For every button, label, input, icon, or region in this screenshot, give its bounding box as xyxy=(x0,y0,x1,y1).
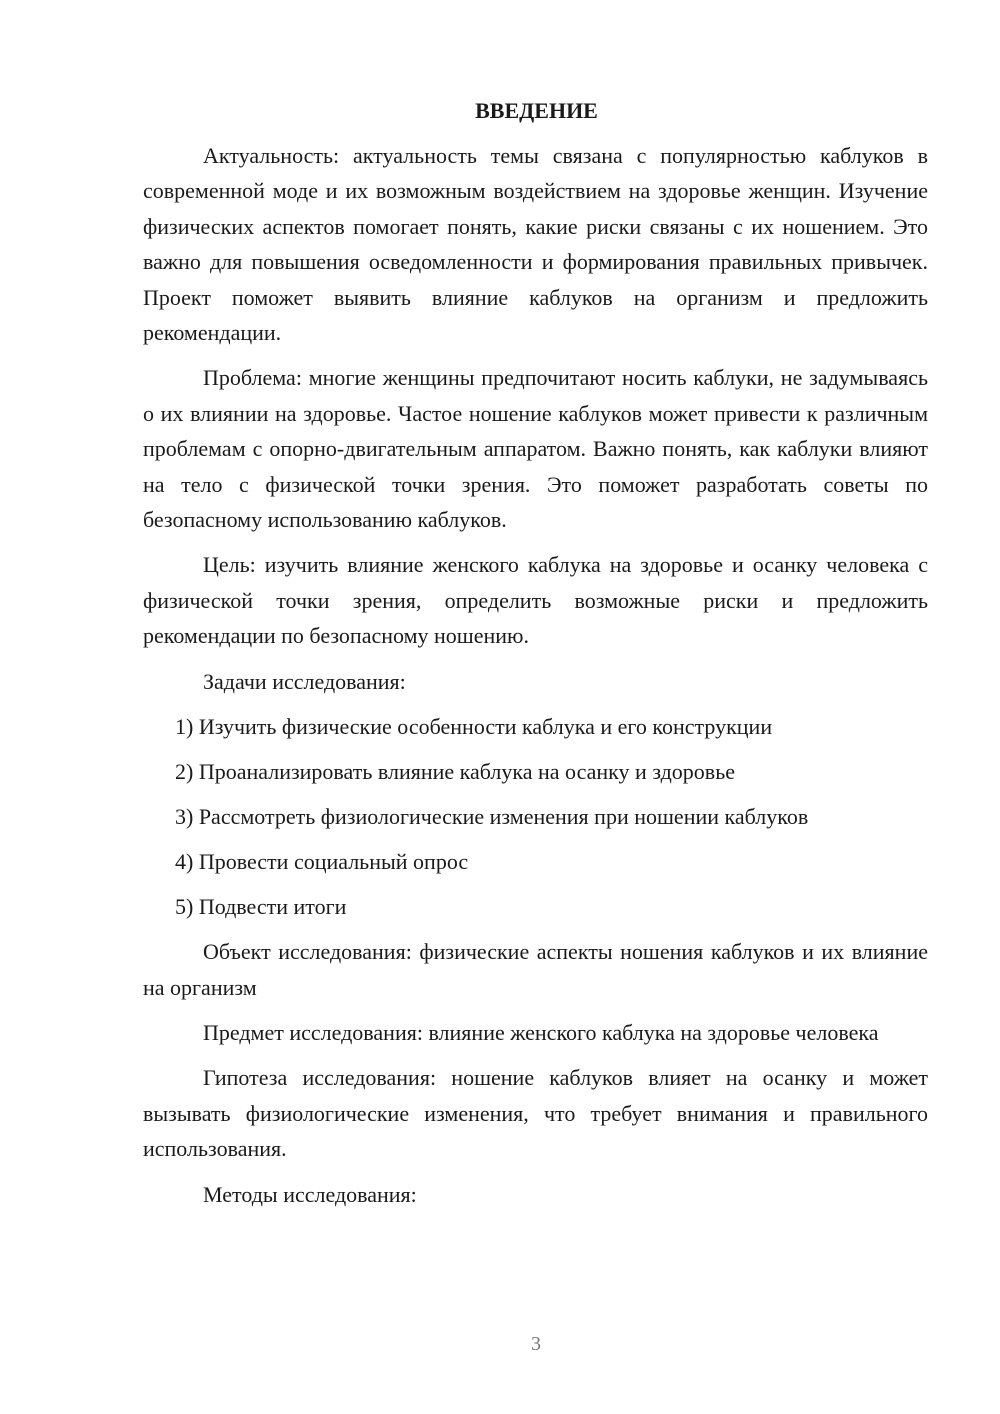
list-item: 1) Изучить физические особенности каблука и его конструкции xyxy=(175,714,773,740)
paragraph-goal: Цель: изучить влияние женского каблука на здоровье и осанку человека с физической точки зрения, определить возможные риски и предложить рекомендации по безопасному ношению. xyxy=(143,552,928,649)
document-page xyxy=(143,96,928,1222)
section-title: ВВЕДЕНИЕ xyxy=(475,98,598,123)
tasks-list xyxy=(143,709,928,924)
paragraph-hypothesis: Гипотеза исследования: ношение каблуков влияет на осанку и может вызывать физиологические изменения, что требует внимания и правильного использования. xyxy=(143,1065,928,1162)
page-number: 3 xyxy=(531,1333,541,1355)
list-item: 2) Проанализировать влияние каблука на осанку и здоровье xyxy=(175,759,735,785)
list-item: 4) Провести социальный опрос xyxy=(175,849,469,875)
tasks-heading: Задачи исследования: xyxy=(203,668,406,694)
paragraph-subject: Предмет исследования: влияние женского каблука на здоровье человека xyxy=(203,1019,879,1045)
methods-heading: Методы исследования: xyxy=(203,1181,417,1207)
list-item: 3) Рассмотреть физиологические изменения при ношении каблуков xyxy=(175,804,809,830)
paragraph-problem: Проблема: многие женщины предпочитают носить каблуки, не задумываясь о их влиянии на здоровье. Частое ношение каблуков может привести к различным проблемам с опорно-двигательным аппаратом. Важно понять, как каблуки влияют на тело с физической точки зрения. Это поможет разработать советы по безопасному использованию каблуков. xyxy=(143,365,928,533)
paragraph-relevance: Актуальность: актуальность темы связана с популярностью каблуков в современной моде и их возможным воздействием на здоровье женщин. Изучение физических аспектов помогает понять, какие риски связаны с их ношением. Это важно для повышения осведомленности и формирования правильных привычек. Проект поможет выявить влияние каблуков на организм и предложить рекомендации. xyxy=(143,143,928,346)
paragraph-object: Объект исследования: физические аспекты ношения каблуков и их влияние на организм xyxy=(143,939,928,1000)
list-item: 5) Подвести итоги xyxy=(175,894,347,920)
